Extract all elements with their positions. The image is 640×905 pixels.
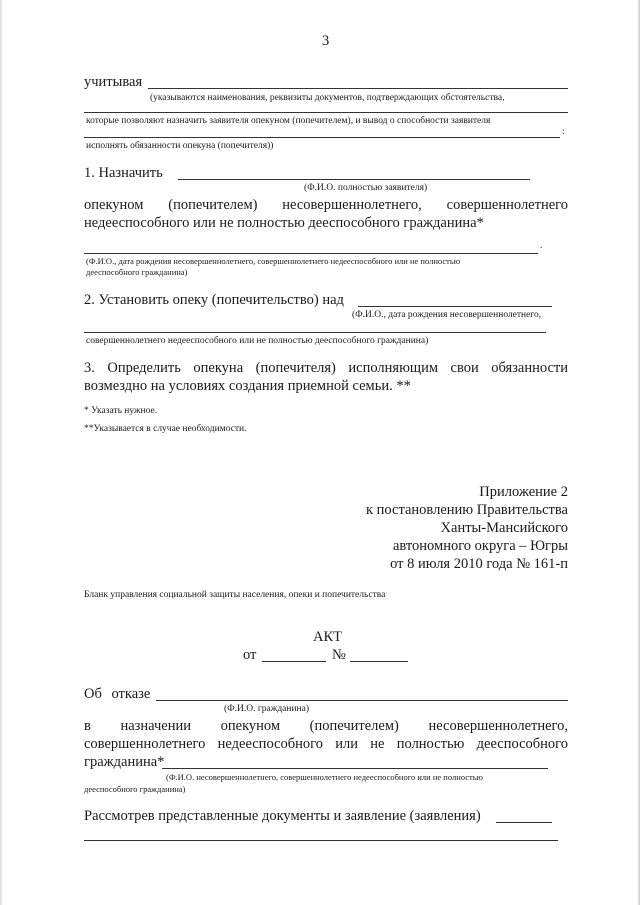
item1-name-line [178,179,530,180]
refusal-note: (Ф.И.О. гражданина) [224,704,309,714]
act-text-line1: в назначении опекуном (попечителем) несовершеннолетнего, [84,718,568,734]
considered-text: Рассмотрев представленные документы и заявление (заявления) [84,808,481,824]
item1-dot: . [540,241,543,251]
act-text-line3: гражданина* [84,754,165,770]
refusal-name-line [156,700,568,701]
item1-note3: дееспособного гражданина) [86,267,188,277]
act-date-line [262,661,326,662]
scan-edge-left [0,0,3,905]
item1-line1: опекуном (попечителем) несовершеннолетнего, совершеннолетнего [84,197,568,213]
act-ward-line [162,768,548,769]
considered-line [496,822,552,823]
item2-note: (Ф.И.О., дата рождения несовершеннолетнего, [352,310,542,320]
item1-label: 1. Назначить [84,165,163,181]
act-text-line2: совершеннолетнего недееспособного или не полностью дееспособного [84,736,568,752]
item2-note2: совершеннолетнего недееспособного или не полностью дееспособного гражданина) [86,336,429,346]
act-number-line [350,661,408,662]
item3-line1: 3. Определить опекуна (попечителя) исполняющим свои обязанности [84,360,568,376]
item2-line-2 [84,332,546,333]
considering-label: учитывая [84,74,143,90]
item3-line2: возмездно на условиях создания приемной семьи. ** [84,378,411,394]
page-number: 3 [322,33,330,49]
act-title: АКТ [313,629,342,645]
footnote-1: * Указать нужное. [84,406,158,416]
considering-line-3 [84,137,560,138]
act-note-line1: (Ф.И.О. несовершеннолетнего, совершеннолетнего недееспособного или не полностью [166,772,483,782]
act-note-line2: дееспособного гражданина) [84,784,186,794]
appendix-line4: автономного округа – Югры [392,538,568,554]
considering-note-3: исполнять обязанности опекуна (попечителя)) [86,141,274,151]
item2-line [358,306,552,307]
considering-note-2: которые позволяют назначить заявителя опекуном (попечителем), и вывод о способности заявителя [86,116,491,126]
considering-note: (указываются наименования, реквизиты документов, подтверждающих обстоятельства, [150,93,505,103]
colon: : [562,127,565,137]
considered-line-2 [84,840,558,841]
act-from-label: от [243,647,257,663]
appendix-line1: Приложение 2 [479,484,568,500]
act-number-label: № [332,647,346,663]
item1-line2: недееспособного или не полностью дееспособного гражданина* [84,215,484,231]
item2-label: 2. Установить опеку (попечительство) над [84,292,344,308]
item1-ward-line [84,253,538,254]
refusal-label: Об отказе [84,686,151,702]
considering-line [148,88,568,89]
letterhead: Бланк управления социальной защиты населения, опеки и попечительства [84,590,386,600]
appendix-line5: от 8 июля 2010 года № 161-п [390,556,568,572]
considering-line-2 [84,112,568,113]
footnote-2: **Указывается в случае необходимости. [84,424,247,434]
item1-note2: (Ф.И.О., дата рождения несовершеннолетнего, совершеннолетнего недееспособного или не полностью [86,256,461,266]
appendix-line2: к постановлению Правительства [366,502,568,518]
item1-note: (Ф.И.О. полностью заявителя) [304,183,428,193]
appendix-line3: Ханты-Мансийского [440,520,568,536]
